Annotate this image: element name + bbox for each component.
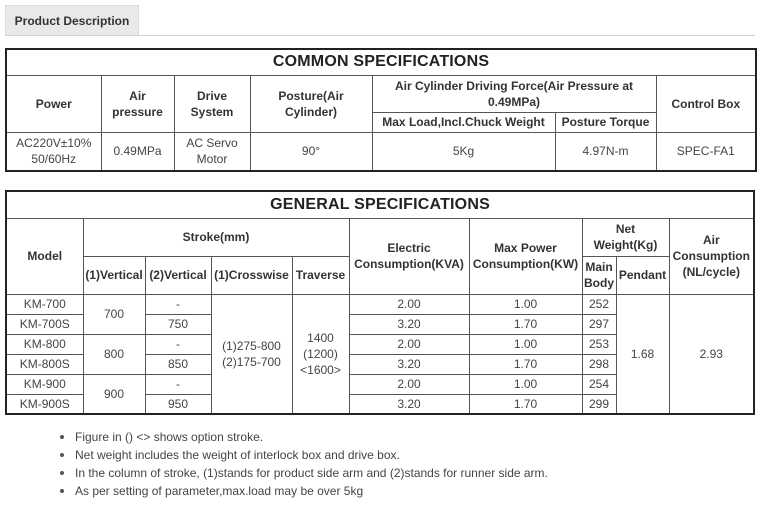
main-body-cell: 252 [582,294,616,314]
note-text: Net weight includes the weight of interlock box and drive box. [75,448,400,462]
header-vertical-2: (2)Vertical [145,256,211,294]
max-power-cell: 1.70 [469,394,582,414]
model-cell: KM-700 [6,294,83,314]
max-power-cell: 1.00 [469,334,582,354]
list-item [60,464,548,482]
vertical-2-cell: - [145,294,211,314]
electric-cell: 3.20 [349,314,469,334]
model-cell: KM-700S [6,314,83,334]
header-power: Power [6,75,101,132]
electric-cell: 2.00 [349,294,469,314]
list-item [60,446,548,464]
general-specifications-title: GENERAL SPECIFICATIONS [6,191,754,218]
header-traverse: Traverse [292,256,349,294]
value-power: AC220V±10% 50/60Hz [6,132,101,171]
header-electric-consumption: Electric Consumption(KVA) [349,218,469,294]
value-air-pressure: 0.49MPa [101,132,174,171]
vertical-2-cell: - [145,374,211,394]
crosswise-cell: (1)275-800 (2)175-700 [211,294,292,414]
vertical-1-cell: 800 [83,334,145,374]
table-row [6,294,754,314]
vertical-1-cell: 900 [83,374,145,414]
value-posture-torque: 4.97N-m [555,132,656,171]
vertical-2-cell: 850 [145,354,211,374]
header-stroke: Stroke(mm) [83,218,349,256]
common-specifications-table [5,48,757,172]
list-item [60,428,548,446]
main-body-cell: 297 [582,314,616,334]
traverse-cell: 1400 (1200) <1600> [292,294,349,414]
header-drive-system: Drive System [174,75,250,132]
vertical-1-cell: 700 [83,294,145,334]
bullet-icon [60,489,64,493]
header-air-pressure: Air pressure [101,75,174,132]
notes-list [60,428,548,500]
value-control-box: SPEC-FA1 [656,132,756,171]
model-cell: KM-900S [6,394,83,414]
header-main-body: Main Body [582,256,616,294]
header-crosswise: (1)Crosswise [211,256,292,294]
header-posture-torque: Posture Torque [555,112,656,132]
electric-cell: 2.00 [349,374,469,394]
model-cell: KM-800S [6,354,83,374]
pendant-cell: 1.68 [616,294,669,414]
electric-cell: 2.00 [349,334,469,354]
header-pendant: Pendant [616,256,669,294]
electric-cell: 3.20 [349,354,469,374]
vertical-2-cell: 950 [145,394,211,414]
header-air-consumption: Air Consumption (NL/cycle) [669,218,754,294]
main-body-cell: 298 [582,354,616,374]
value-drive-system: AC Servo Motor [174,132,250,171]
note-text: In the column of stroke, (1)stands for product side arm and (2)stands for runner side arm. [75,466,548,480]
note-text: Figure in () <> shows option stroke. [75,430,264,444]
header-max-power-consumption: Max Power Consumption(KW) [469,218,582,294]
header-posture: Posture(Air Cylinder) [250,75,372,132]
bullet-icon [60,471,64,475]
header-model: Model [6,218,83,294]
header-driving-force: Air Cylinder Driving Force(Air Pressure at 0.49MPa) [372,75,656,112]
max-power-cell: 1.00 [469,294,582,314]
general-specifications-table [5,190,755,415]
note-text: As per setting of parameter,max.load may be over 5kg [75,484,364,498]
header-net-weight: Net Weight(Kg) [582,218,669,256]
header-vertical-1: (1)Vertical [83,256,145,294]
max-power-cell: 1.70 [469,354,582,374]
model-cell: KM-900 [6,374,83,394]
value-max-load: 5Kg [372,132,555,171]
product-description-tab[interactable]: Product Description [5,5,139,36]
bullet-icon [60,435,64,439]
electric-cell: 3.20 [349,394,469,414]
tab-divider [5,35,755,36]
common-specifications-title: COMMON SPECIFICATIONS [6,49,756,75]
main-body-cell: 253 [582,334,616,354]
air-consumption-cell: 2.93 [669,294,754,414]
list-item [60,482,548,500]
vertical-2-cell: - [145,334,211,354]
value-posture: 90° [250,132,372,171]
header-control-box: Control Box [656,75,756,132]
bullet-icon [60,453,64,457]
header-max-load: Max Load,Incl.Chuck Weight [372,112,555,132]
main-body-cell: 254 [582,374,616,394]
vertical-2-cell: 750 [145,314,211,334]
max-power-cell: 1.00 [469,374,582,394]
model-cell: KM-800 [6,334,83,354]
max-power-cell: 1.70 [469,314,582,334]
main-body-cell: 299 [582,394,616,414]
